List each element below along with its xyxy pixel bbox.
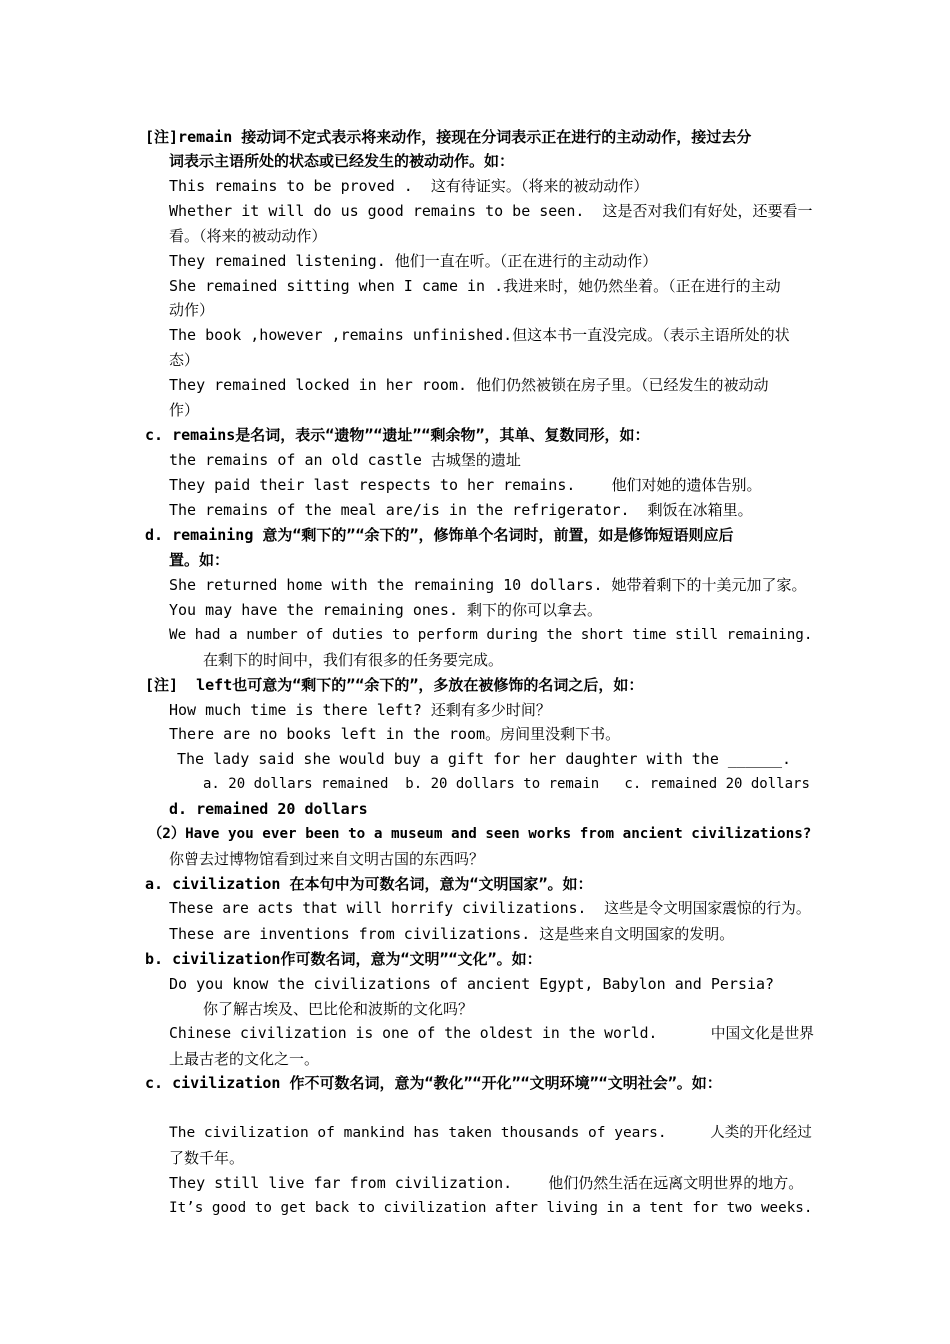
sentence-2-heading: （2）Have you ever been to a museum and seen works from ancient civilizations? — [148, 826, 812, 842]
example-line: They remained listening. 他们一直在听。（正在进行的主动动作） — [169, 252, 658, 270]
section-b-civilization-heading: b. civilization作可数名词，意为“文明”“文化”。如： — [145, 950, 542, 968]
example-line: 看。（将来的被动动作） — [169, 227, 327, 245]
example-line: The book ,however ,remains unfinished.但这本书一直没完成。（表示主语所处的状 — [169, 326, 790, 344]
exercise-options: a. 20 dollars remained b. 20 dollars to remain c. remained 20 dollars — [203, 776, 810, 792]
exercise-question: The lady said she would buy a gift for her daughter with the ______. — [177, 750, 792, 768]
translation-line: 在剩下的时间中，我们有很多的任务要完成。 — [203, 651, 504, 669]
note-left-heading: [注] left也可意为“剩下的”“余下的”，多放在被修饰的名词之后，如： — [145, 676, 644, 694]
section-c-civilization-heading: c. civilization 作不可数名词，意为“教化”“开化”“文明环境”“文明社会”。如： — [145, 1074, 722, 1092]
example-line: the remains of an old castle 古城堡的遗址 — [169, 451, 521, 469]
section-d-remaining-heading: d. remaining 意为“剩下的”“余下的”，修饰单个名词时，前置，如是修饰短语则应后 — [145, 526, 734, 544]
example-line: You may have the remaining ones. 剩下的你可以拿去。 — [169, 601, 603, 619]
translation-line: 你曾去过博物馆看到过来自文明古国的东西吗？ — [169, 850, 485, 868]
example-line: 作） — [169, 401, 200, 419]
note-remain-line-1: [注]remain 接动词不定式表示将来动作，接现在分词表示正在进行的主动动作，接过去分 — [145, 128, 752, 146]
section-a-civilization-heading: a. civilization 在本句中为可数名词，意为“文明国家”。如： — [145, 875, 593, 893]
example-line: 动作） — [169, 301, 215, 319]
example-line: 了数千年。 — [169, 1149, 245, 1167]
note-remain-line-2: 词表示主语所处的状态或已经发生的被动动作。如： — [169, 152, 515, 170]
example-line: They remained locked in her room. 他们仍然被锁在房子里。（已经发生的被动动 — [169, 376, 769, 394]
translation-line: 你了解古埃及、巴比伦和波斯的文化吗？ — [203, 1000, 474, 1018]
example-line: There are no books left in the room。房间里没剩下书。 — [169, 725, 621, 743]
example-line: This remains to be proved . 这有待证实。（将来的被动动作） — [169, 177, 649, 195]
example-line: The remains of the meal are/is in the refrigerator. 剩饭在冰箱里。 — [169, 501, 753, 519]
example-line: 上最古老的文化之一。 — [169, 1050, 320, 1068]
example-line: These are inventions from civilizations. 这是些来自文明国家的发明。 — [169, 925, 735, 943]
example-line: These are acts that will horrify civilizations. 这些是令文明国家震惊的行为。 — [169, 900, 811, 917]
example-line: They still live far from civilization. 他们仍然生活在远离文明世界的地方。 — [169, 1174, 804, 1192]
example-line: Whether it will do us good remains to be seen. 这是否对我们有好处，还要看一 — [169, 202, 813, 220]
section-d-remaining-heading-cont: 置。如： — [169, 551, 230, 569]
example-line: The civilization of mankind has taken thousands of years. 人类的开化经过 — [169, 1125, 812, 1141]
example-line: She returned home with the remaining 10 dollars. 她带着剩下的十美元加了家。 — [169, 576, 807, 594]
example-line: How much time is there left? 还剩有多少时间？ — [169, 701, 551, 719]
example-line: Chinese civilization is one of the oldest in the world. 中国文化是世界 — [169, 1025, 814, 1042]
example-line: She remained sitting when I came in .我进来时，她仍然坐着。（正在进行的主动 — [169, 277, 781, 295]
example-line: It’s good to get back to civilization after living in a tent for two weeks. — [169, 1200, 813, 1216]
exercise-option-d: d. remained 20 dollars — [169, 800, 368, 818]
example-line: They paid their last respects to her remains. 他们对她的遗体告别。 — [169, 476, 762, 494]
example-line: 态） — [169, 351, 200, 369]
example-line: We had a number of duties to perform during the short time still remaining. — [169, 627, 813, 643]
section-c-remains-heading: c. remains是名词，表示“遗物”“遗址”“剩余物”，其单、复数同形，如： — [145, 426, 650, 444]
example-line: Do you know the civilizations of ancient Egypt, Babylon and Persia? — [169, 975, 775, 993]
